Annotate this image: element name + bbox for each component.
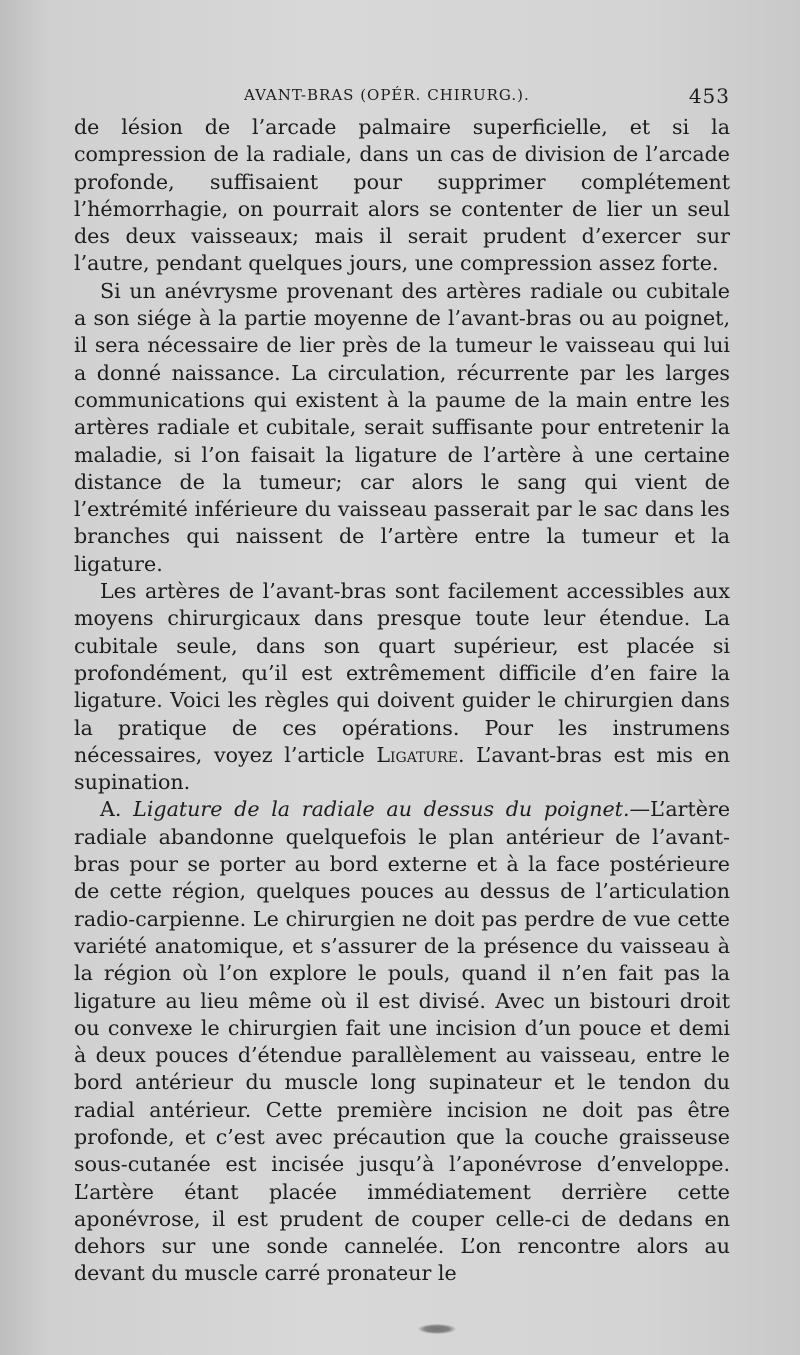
- paragraph-4: [74, 796, 730, 1287]
- paragraph-3-text-end: . L’avant-bras est mis en supination.: [74, 742, 730, 795]
- section-label: A.: [100, 797, 122, 822]
- paragraph-3: [74, 578, 730, 796]
- page-header: [74, 84, 730, 108]
- section-title: Ligature de la radiale au dessus du poignet.: [133, 797, 630, 822]
- paragraph-2: Si un anévrysme provenant des artères radiale ou cubitale a son siége à la partie moyenne de l’avant-bras ou au poignet, il sera nécessaire de lier près de la tumeur le vaisseau qui lui a donné naissance. La circulation, récurrente par les larges communications qui existent à la paume de la main entre les artères radiale et cubitale, serait suffisante pour entretenir la maladie, si l’on faisait la ligature de l’artère à une certaine distance de la tumeur; car alors le sang qui vient de l’extrémité inférieure du vaisseau passerait par le sac dans les branches qui naissent de l’artère entre la tumeur et la ligature.: [74, 278, 730, 576]
- body-text: [74, 114, 730, 1288]
- paragraph-3-text: Les artères de l’avant-bras sont facilement accessibles aux moyens chirurgicaux dans presque toute leur étendue. La cubitale seule, dans son quart supérieur, est placée si profondément, qu’il est extrêmement difficile d’en faire la ligature. Voici les règles qui doivent guider le chirurgien dans la pratique de ces opérations. Pour les instrumens nécessaires, voyez l’article: [74, 579, 730, 767]
- article-reference: Ligature: [376, 742, 458, 767]
- paragraph-4-text: —L’artère radiale abandonne quelquefois le plan antérieur de l’avant-bras pour se porter au bord externe et à la face postérieure de cette région, quelques pouces au dessus de l’articulation radio-carpienne. Le chirurgien ne doit pas perdre de vue cette variété anatomique, et s’assurer de la présence du vaisseau à la région où l’on explore le pouls, quand il n’en fait pas la ligature au lieu même où il est divisé. Avec un bistouri droit ou convexe le chirurgien fait une incision d’un pouce et demi à deux pouces d’étendue parallèlement au vaisseau, entre le bord antérieur du muscle long supinateur et le tendon du radial antérieur. Cette première incision ne doit pas être profonde, et c’est avec précaution que la couche graisseuse sous-cutanée est incisée jusqu’à l’aponévrose d’enveloppe. L’artère étant placée immédiatement derrière cette aponévrose, il est prudent de couper celle-ci de dedans en dehors sur une sonde cannelée. L’on rencontre alors au devant du muscle carré pronateur le: [74, 797, 731, 1286]
- running-title: AVANT-BRAS (OPÉR. CHIRURG.).: [244, 86, 530, 104]
- ink-smudge: [418, 1324, 456, 1334]
- page-number: 453: [688, 84, 730, 108]
- paragraph-1: de lésion de l’arcade palmaire superficielle, et si la compression de la radiale, dans un cas de division de l’arcade profonde, suffisaient pour supprimer complétement l’hémorrhagie, on pourrait alors se contenter de lier un seul des deux vaisseaux; mais il serait prudent d’exercer sur l’autre, pendant quelques jours, une compression assez forte.: [74, 115, 730, 276]
